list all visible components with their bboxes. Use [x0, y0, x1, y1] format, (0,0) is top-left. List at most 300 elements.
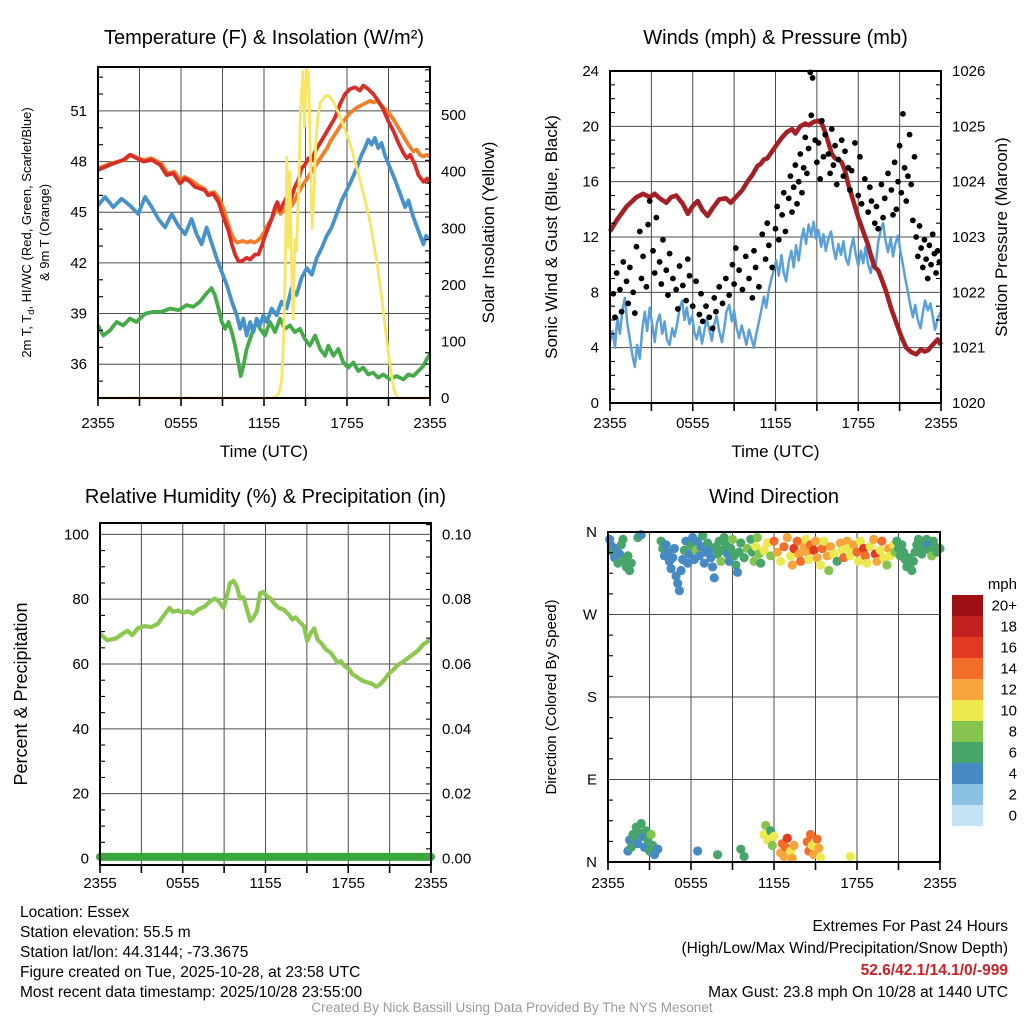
legend-label: 16	[1000, 639, 1017, 657]
gust-dot	[625, 301, 631, 307]
x-tick-label: 2355	[83, 875, 117, 892]
y-tick-label-right: 1024	[952, 173, 986, 191]
gust-dot	[821, 154, 827, 160]
extremes-block	[682, 916, 1009, 1004]
wind-direction-point	[882, 560, 891, 569]
gust-dot	[612, 314, 618, 320]
gust-dot	[794, 201, 800, 207]
x-tick-label: 0555	[166, 875, 200, 892]
y-tick-label-right: 0	[441, 390, 450, 407]
chart-title: Winds (mph) & Pressure (mb)	[643, 27, 908, 49]
y-tick-label-right: 0.10	[442, 526, 472, 544]
wind-direction-point	[753, 533, 762, 542]
gust-dot	[711, 295, 717, 301]
y-tick-label-left: 12	[582, 229, 599, 246]
gust-dot	[928, 262, 934, 268]
gust-dot	[673, 287, 679, 293]
wind-direction-point	[907, 566, 916, 575]
gust-dot	[667, 251, 673, 257]
gust-dot	[675, 306, 681, 312]
wind-direction-point	[769, 537, 778, 546]
gust-dot	[743, 253, 749, 259]
wind-direction-point	[789, 841, 798, 850]
gust-dot	[773, 226, 779, 232]
wind-direction-point	[769, 832, 778, 841]
gust-dot	[827, 170, 833, 176]
wind-direction-point	[618, 535, 627, 544]
gust-dot	[658, 281, 664, 287]
x-tick-label: 1155	[249, 875, 282, 892]
gust-dot	[816, 140, 822, 146]
gust-dot	[617, 287, 623, 293]
wind-direction-point	[804, 555, 813, 564]
gust-dot	[804, 170, 810, 176]
y-tick-label-right: 100	[441, 333, 467, 351]
gust-dot	[907, 132, 913, 138]
gust-dot	[867, 184, 873, 190]
wind-direction-point	[675, 586, 684, 595]
y-tick-label-left: S	[586, 689, 597, 706]
gust-dot	[632, 310, 638, 316]
gust-dot	[822, 132, 828, 138]
gust-dot	[706, 314, 712, 320]
x-tick-label: 2355	[923, 875, 957, 892]
x-tick-label: 0555	[164, 415, 198, 432]
gust-dot	[720, 301, 726, 307]
gust-dot	[730, 262, 736, 268]
wind-direction-point	[816, 853, 825, 862]
wind-direction-point	[693, 846, 702, 855]
y-axis-label-left: Percent & Precipitation	[11, 602, 31, 786]
legend-label: 2	[1008, 786, 1017, 804]
gust-dot	[740, 287, 746, 293]
gust-dot	[900, 111, 906, 117]
gust-dot	[849, 168, 855, 174]
gust-dot	[882, 195, 888, 201]
wind-direction-point	[814, 844, 823, 853]
gust-dot	[905, 173, 911, 179]
gust-dot	[736, 267, 742, 273]
gust-dot	[872, 220, 878, 226]
x-tick-label: 1755	[840, 875, 874, 892]
legend-swatch	[952, 595, 983, 616]
legend-label: 10	[1000, 702, 1017, 720]
gust-dot	[665, 292, 671, 298]
y-tick-label-left: 40	[72, 720, 89, 738]
x-tick-label: 0555	[676, 415, 710, 432]
x-tick-label: 1155	[757, 875, 791, 892]
gust-dot	[913, 234, 919, 240]
legend-label: 6	[1008, 744, 1017, 762]
gust-dot	[792, 162, 798, 168]
y-tick-label-right: 0.02	[442, 785, 472, 803]
gust-dot	[763, 256, 769, 262]
max-gust: Max Gust: 23.8 mph On 10/28 at 1440 UTC	[708, 984, 1008, 1001]
gust-dot	[875, 226, 881, 232]
gust-dot	[650, 248, 656, 254]
gust-dot	[766, 242, 772, 248]
legend-label: 20+	[991, 597, 1017, 615]
gust-dot	[647, 198, 653, 204]
legend-swatch	[952, 658, 983, 679]
gust-dot	[832, 143, 838, 149]
gust-dot	[634, 244, 640, 250]
x-tick-label: 2355	[414, 875, 448, 892]
gust-dot	[874, 204, 880, 210]
x-tick-label: 2355	[81, 415, 115, 432]
gust-dot	[898, 190, 904, 196]
gust-dot	[835, 157, 841, 163]
y-tick-label-left: 39	[70, 305, 87, 323]
gust-dot	[726, 292, 732, 298]
extremes-values: 52.6/42.1/14.1/0/-999	[860, 962, 1008, 979]
gust-dot	[751, 248, 757, 254]
wind-direction-point	[813, 834, 822, 843]
gust-dot	[862, 176, 868, 182]
gust-dot	[685, 256, 691, 262]
y-axis-label-left-line2: & 9m T (Orange)	[37, 183, 52, 282]
y-tick-label-left: N	[586, 524, 597, 541]
gust-dot	[817, 176, 823, 182]
gust-dot	[831, 162, 837, 168]
x-tick-label: 2355	[924, 415, 958, 432]
gust-dot	[690, 303, 696, 309]
extremes-title: Extremes For Past 24 Hours	[812, 918, 1008, 935]
gust-dot	[808, 112, 814, 118]
gust-dot	[922, 237, 928, 243]
wind-direction-point	[768, 841, 777, 850]
legend-swatch	[952, 721, 983, 742]
legend-title: mph	[987, 576, 1017, 593]
chart-title: Wind Direction	[708, 486, 840, 508]
y-axis-label-left: Sonic Wind & Gust (Blue, Black)	[542, 115, 561, 359]
gust-dot	[713, 309, 719, 315]
wind-direction-point	[653, 845, 662, 854]
gust-dot	[677, 263, 683, 269]
y-tick-label-left: 45	[70, 204, 87, 222]
y-tick-label-left: 16	[582, 173, 599, 191]
gust-dot	[614, 270, 620, 276]
gust-dot	[680, 283, 686, 289]
wind-direction-point	[816, 560, 825, 569]
gust-dot	[902, 165, 908, 171]
gust-dot	[903, 198, 909, 204]
gust-dot	[791, 184, 797, 190]
gust-dot	[731, 281, 737, 287]
gust-dot	[799, 190, 805, 196]
y-tick-label-left: 51	[70, 102, 87, 120]
gust-dot	[912, 154, 918, 160]
gust-dot	[639, 276, 645, 282]
gust-dot	[746, 276, 752, 282]
gust-dot	[698, 291, 704, 297]
gust-dot	[787, 173, 793, 179]
legend-swatch	[952, 679, 983, 700]
gust-dot	[657, 259, 663, 265]
gust-dot	[630, 289, 636, 295]
station-info	[20, 903, 362, 1003]
wind-direction-point	[756, 559, 765, 568]
wind-direction-point	[647, 830, 656, 839]
y-tick-label-left: 20	[72, 785, 89, 803]
gust-dot	[645, 222, 651, 228]
gust-dot	[840, 173, 846, 179]
gust-dot	[660, 237, 666, 243]
gust-dot	[753, 265, 759, 271]
x-axis-label: Time (UTC)	[219, 442, 309, 461]
wind-direction-point	[740, 852, 749, 861]
gust-dot	[653, 215, 659, 221]
legend-swatch	[952, 616, 983, 637]
y-tick-label-left: W	[582, 606, 597, 624]
gust-dot	[839, 137, 845, 143]
gust-dot	[917, 223, 923, 229]
y-tick-label-left: N	[586, 854, 597, 871]
y-axis-label-left: Direction (Colored By Speed)	[543, 599, 560, 795]
x-tick-label: 1755	[331, 875, 365, 892]
gust-dot	[610, 291, 616, 297]
y-tick-label-right: 400	[441, 163, 467, 181]
x-tick-label: 1755	[330, 415, 364, 432]
y-tick-label-left: 36	[70, 356, 87, 374]
gust-dot	[776, 237, 782, 243]
gust-dot	[826, 151, 832, 157]
wind-direction-point	[788, 560, 797, 569]
y-tick-label-left: 100	[63, 526, 89, 544]
wind-direction-point	[728, 535, 737, 544]
y-tick-label-left: 8	[590, 284, 599, 302]
gust-dot	[930, 231, 936, 237]
gust-dot	[933, 270, 939, 276]
legend-swatch	[952, 637, 983, 658]
wind-direction-point	[909, 557, 918, 566]
gust-dot	[910, 218, 916, 224]
gust-dot	[700, 318, 706, 324]
y-tick-label-right: 1023	[952, 229, 986, 246]
gust-dot	[693, 278, 699, 284]
y-tick-label-right: 0.00	[442, 850, 472, 868]
gust-dot	[759, 231, 765, 237]
data-timestamp: Most recent data timestamp: 2025/10/28 23:55:00	[20, 984, 363, 1001]
gust-dot	[764, 220, 770, 226]
gust-dot	[619, 309, 625, 315]
gust-dot	[829, 126, 835, 132]
gust-dot	[888, 187, 894, 193]
y-tick-label-right: 500	[441, 107, 467, 125]
gust-dot	[897, 143, 903, 149]
gust-dot	[801, 165, 807, 171]
wind-direction-chart	[512, 478, 1024, 898]
gust-dot	[857, 154, 863, 160]
y-tick-label-right: 0.04	[442, 720, 472, 738]
gust-dot	[842, 148, 848, 154]
y-tick-label-right: 1025	[952, 118, 986, 136]
legend-swatch	[952, 784, 983, 805]
wind-direction-point	[740, 553, 749, 562]
gust-dot	[624, 278, 630, 284]
chart-title: Temperature (F) & Insolation (W/m²)	[103, 27, 425, 49]
gust-dot	[644, 284, 650, 290]
gust-dot	[834, 182, 840, 188]
wind-direction-point	[733, 568, 742, 577]
gust-dot	[855, 193, 861, 199]
gust-dot	[890, 212, 896, 218]
y-axis-label-right: Solar Insolation (Yellow)	[479, 141, 498, 324]
gust-dot	[885, 170, 891, 176]
gust-dot	[687, 273, 693, 279]
gust-dot	[774, 204, 780, 210]
y-tick-label-right: 1020	[952, 395, 986, 412]
y-tick-label-right: 0.08	[442, 591, 472, 609]
gust-dot	[908, 182, 914, 188]
gust-dot	[859, 201, 865, 207]
gust-dot	[893, 206, 899, 212]
gust-dot	[783, 229, 789, 235]
gust-dot	[769, 265, 775, 271]
gust-dot	[797, 151, 803, 157]
wind-direction-point	[708, 562, 717, 571]
wind-direction-point	[668, 553, 677, 562]
y-tick-label-left: 0	[590, 395, 599, 412]
y-tick-label-right: 0.06	[442, 656, 472, 674]
gust-dot	[749, 295, 755, 301]
wind-direction-point	[862, 559, 871, 568]
humidity-precipitation-chart	[0, 478, 512, 898]
y-tick-label-left: 48	[70, 153, 87, 171]
y-tick-label-right: 1026	[952, 63, 986, 80]
wind-direction-point	[877, 537, 886, 546]
gust-dot	[683, 298, 689, 304]
gust-dot	[806, 146, 812, 152]
legend-swatch	[952, 700, 983, 721]
legend-label: 4	[1008, 765, 1017, 783]
gust-dot	[733, 245, 739, 251]
y-tick-label-left: 42	[70, 254, 87, 272]
gust-dot	[892, 159, 898, 165]
legend-label: 18	[1000, 618, 1017, 636]
y-tick-label-left: 0	[80, 850, 89, 868]
gust-dot	[703, 303, 709, 309]
gust-dot	[710, 325, 716, 331]
figure-created: Figure created on Tue, 2025-10-28, at 23:58 UTC	[20, 964, 361, 981]
x-tick-label: 0555	[674, 875, 708, 892]
gust-dot	[865, 209, 871, 215]
gust-dot	[756, 284, 762, 290]
x-tick-label: 1755	[841, 415, 875, 432]
wind-direction-point	[710, 573, 719, 582]
y-tick-label-left: 20	[582, 118, 599, 136]
gust-dot	[880, 215, 886, 221]
x-tick-label: 2355	[593, 415, 627, 432]
wind-direction-point	[811, 537, 820, 546]
gust-dot	[915, 253, 921, 259]
station-latlon: Station lat/lon: 44.3144; -73.3675	[20, 944, 249, 961]
gust-dot	[852, 140, 858, 146]
gust-dot	[627, 265, 633, 271]
wind-direction-point	[824, 566, 833, 575]
y-tick-label-right: 1021	[952, 339, 986, 357]
gust-dot	[779, 212, 785, 218]
gust-dot	[847, 187, 853, 193]
winds-pressure-chart	[512, 0, 1024, 478]
gust-dot	[895, 179, 901, 185]
gust-dot	[814, 159, 820, 165]
gust-dot	[652, 270, 658, 276]
y-tick-label-left: 60	[72, 656, 89, 674]
gust-dot	[879, 182, 885, 188]
y-tick-label-left: 24	[582, 63, 599, 80]
y-tick-label-left: 4	[590, 339, 599, 357]
wind-direction-point	[627, 559, 636, 568]
legend-swatch	[952, 763, 983, 784]
wind-direction-point	[716, 557, 725, 566]
wind-direction-point	[869, 535, 878, 544]
wind-direction-point	[796, 557, 805, 566]
gust-dot	[723, 276, 729, 282]
y-axis-label-left-line1: 2m T, $T_d$, HI/WC (Red, Green, Scarlet/Blue)	[19, 107, 36, 358]
gust-dot	[696, 312, 702, 318]
x-tick-label: 2355	[413, 415, 447, 432]
y-tick-label-left: E	[586, 771, 597, 789]
extremes-subtitle: (High/Low/Max Wind/Precipitation/Snow Depth)	[681, 940, 1008, 957]
gust-dot	[802, 135, 808, 141]
gust-dot	[918, 245, 924, 251]
y-tick-label-right: 1022	[952, 284, 986, 302]
station-elevation: Station elevation: 55.5 m	[20, 924, 191, 941]
gust-dot	[869, 198, 875, 204]
x-tick-label: 1155	[247, 415, 281, 432]
x-tick-label: 2355	[591, 875, 625, 892]
wind-direction-point	[776, 557, 785, 566]
gust-dot	[786, 195, 792, 201]
wind-direction-point	[713, 850, 722, 859]
credit-line: Created By Nick Bassill Using Data Provided By The NYS Mesonet	[311, 1000, 713, 1015]
y-tick-label-right: 300	[441, 220, 467, 238]
wind-direction-point	[846, 852, 855, 861]
station-location: Location: Essex	[20, 904, 130, 921]
gust-dot	[716, 284, 722, 290]
gust-dot	[796, 179, 802, 185]
y-axis-label-right: Station Pressure (Maroon)	[992, 137, 1011, 337]
wind-direction-point	[676, 566, 685, 575]
gust-dot	[640, 253, 646, 259]
y-tick-label-right: 200	[441, 276, 467, 294]
legend-swatch	[952, 805, 983, 826]
gust-dot	[923, 256, 929, 262]
gust-dot	[927, 242, 933, 248]
gust-dot	[810, 75, 816, 81]
gust-dot	[789, 209, 795, 215]
wind-direction-point	[670, 544, 679, 553]
legend-swatch	[952, 742, 983, 763]
gust-dot	[925, 276, 931, 282]
gust-dot	[637, 229, 643, 235]
chart-title: Relative Humidity (%) & Precipitation (in)	[84, 486, 447, 508]
gust-dot	[781, 190, 787, 196]
gust-dot	[663, 267, 669, 273]
wind-direction-point	[779, 542, 788, 551]
gust-dot	[620, 259, 626, 265]
legend-label: 8	[1008, 723, 1017, 741]
legend-label: 14	[1000, 660, 1017, 678]
x-tick-label: 1155	[759, 415, 792, 432]
legend-label: 12	[1000, 681, 1017, 699]
gust-dot	[670, 276, 676, 282]
legend-label: 0	[1008, 807, 1017, 825]
wind-direction-point	[783, 834, 792, 843]
gust-dot	[920, 265, 926, 271]
temperature-insolation-chart	[0, 0, 512, 478]
